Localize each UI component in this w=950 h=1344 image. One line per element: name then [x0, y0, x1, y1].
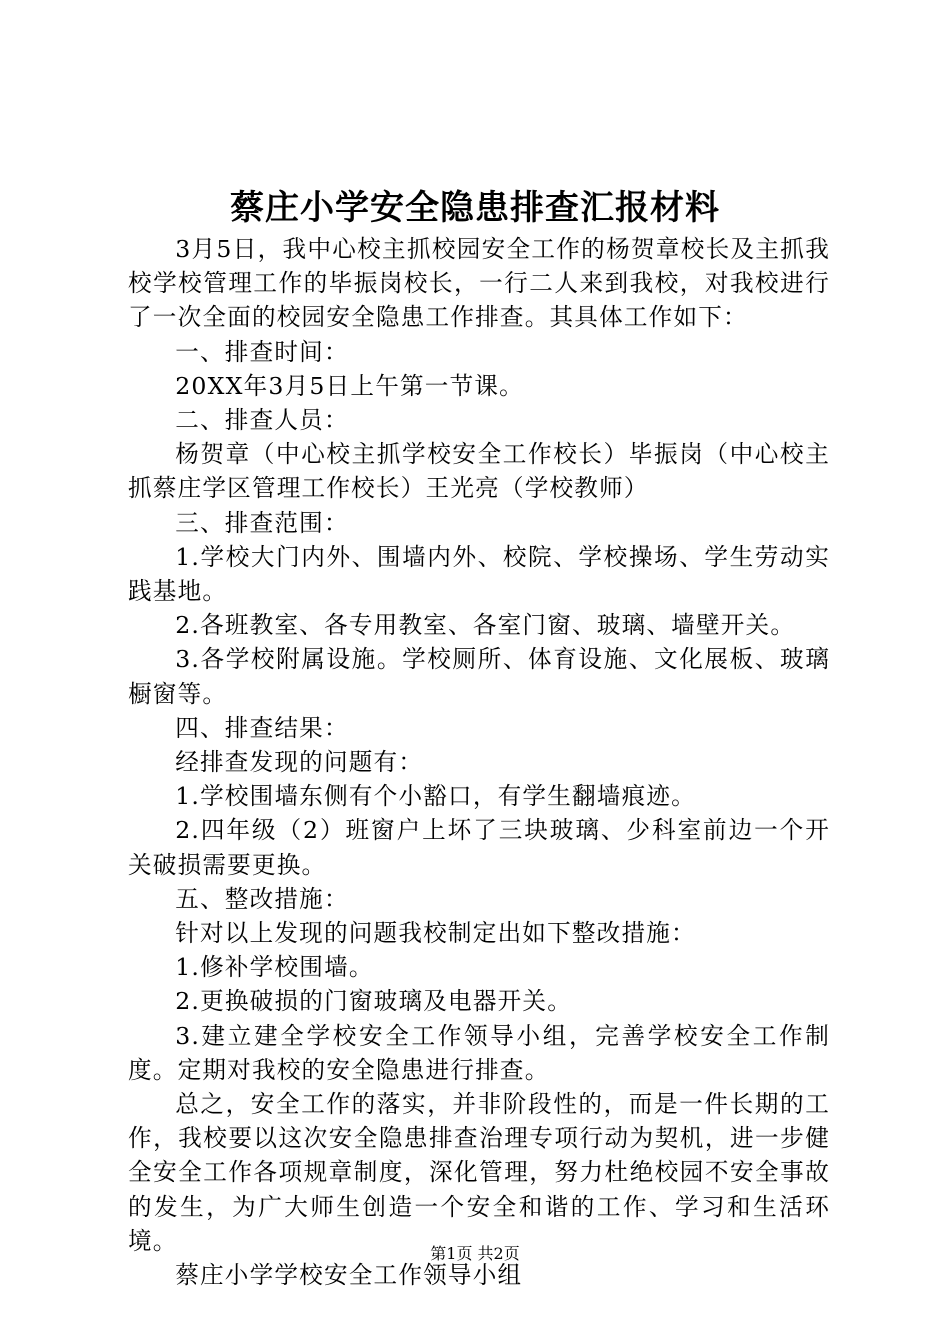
paragraph-results-intro: 经排查发现的问题有： [175, 748, 424, 777]
list-item-measure-2: 2.更换破损的门窗玻璃及电器开关。 [175, 987, 573, 1016]
paragraph-measures-intro: 针对以上发现的问题我校制定出如下整改措施： [175, 919, 696, 948]
signature-line: 蔡庄小学学校安全工作领导小组 [175, 1261, 523, 1290]
list-item-measure-1: 1.修补学校围墙。 [175, 953, 374, 982]
document-title: 蔡庄小学安全隐患排查汇报材料 [230, 188, 720, 228]
paragraph-time: 20XX年3月5日上午第一节课。 [175, 371, 524, 400]
paragraph-conclusion: 总之，安全工作的落实，并非阶段性的，而是一件长期的工作，我校要以这次安全隐患排查治理专项行动为契机，进一步健全安全工作各项规章制度，深化管理，努力杜绝校园不安全事故的发生，为广大师生创造一个安全和谐的工作、学习和生活环境。 [128, 1090, 830, 1255]
page-footer: 第1页 共2页 [430, 1244, 520, 1263]
document-body [128, 232, 830, 1292]
heading-measures: 五、整改措施： [175, 884, 349, 913]
list-item-measure-3: 3.建立建全学校安全工作领导小组，完善学校安全工作制度。定期对我校的安全隐患进行排查。 [128, 1021, 830, 1084]
list-item-result-1: 1.学校围墙东侧有个小豁口，有学生翻墙痕迹。 [175, 782, 696, 811]
heading-scope: 三、排查范围： [175, 508, 349, 537]
list-item-result-2: 2.四年级（2）班窗户上坏了三块玻璃、少科室前边一个开关破损需要更换。 [128, 816, 830, 879]
heading-time: 一、排查时间： [175, 337, 349, 366]
heading-personnel: 二、排查人员： [175, 406, 349, 435]
list-item-scope-1: 1.学校大门内外、围墙内外、校院、学校操场、学生劳动实践基地。 [128, 542, 830, 606]
heading-results: 四、排查结果： [175, 713, 349, 742]
paragraph-personnel: 杨贺章（中心校主抓学校安全工作校长）毕振岗（中心校主抓蔡庄学区管理工作校长）王光亮（学校教师） [128, 440, 830, 503]
list-item-scope-2: 2.各班教室、各专用教室、各室门窗、玻璃、墙壁开关。 [175, 611, 796, 640]
list-item-scope-3: 3.各学校附属设施。学校厕所、体育设施、文化展板、玻璃橱窗等。 [128, 645, 830, 708]
paragraph-intro: 3月5日，我中心校主抓校园安全工作的杨贺章校长及主抓我校学校管理工作的毕振岗校长，一行二人来到我校，对我校进行了一次全面的校园安全隐患工作排查。其具体工作如下： [128, 235, 830, 332]
